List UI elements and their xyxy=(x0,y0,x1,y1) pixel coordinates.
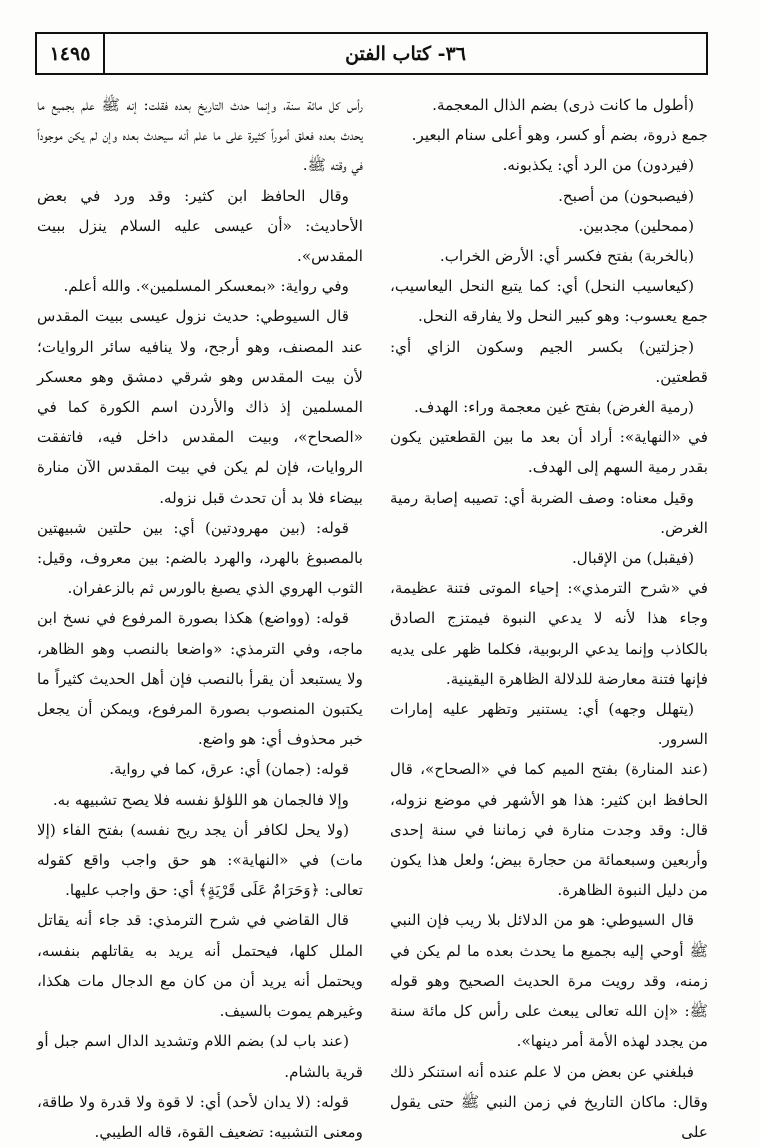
paragraph: وإلا فالجمان هو اللؤلؤ نفسه فلا يصح تشبيهه به. xyxy=(37,785,363,815)
paragraph: (فيردون) من الرد أي: يكذبونه. xyxy=(390,150,708,180)
page-header xyxy=(35,32,708,75)
paragraph: في «شرح الترمذي»: إحياء الموتى فتنة عظيمة، وجاء هذا لأنه لا يدعي النبوة فيمتزج الصادق بالكاذب وإنما يدعي الربوبية، فكلما ظهر على يديه فإنها فتنة معارضة للدلالة الظاهرة اليقينية. xyxy=(390,573,708,694)
paragraph: رأس كل مائة سنة، وإنما حدث التاريخ بعده فقلت: إنه ﷺ علم بجميع ما يحدث بعده فعلق أموراً كثيرة على ما علم أنه سيحدث بعده وإن لم يكن موجوداً في وقته ﷺ. xyxy=(37,90,363,181)
paragraph: قوله: (وواضع) هكذا بصورة المرفوع في نسخ ابن ماجه، وفي الترمذي: «واضعا بالنصب وهو الظاهر، ولا يستبعد أن يقرأ بالنصب فإن أهل الحديث كثيراً ما يكتبون المنصوب بصورة المرفوع، ويمكن أن يجعل خبر محذوف أي: هو واضع. xyxy=(37,603,363,754)
paragraph: (بالخربة) بفتح فكسر أي: الأرض الخراب. xyxy=(390,241,708,271)
chapter-title: ٣٦- كتاب الفتن xyxy=(105,34,706,73)
paragraph: (عند باب لد) بضم اللام وتشديد الدال اسم جبل أو قرية بالشام. xyxy=(37,1026,363,1086)
paragraph: قال السيوطي: هو من الدلائل بلا ريب فإن النبي ﷺ أوحي إليه بجميع ما يحدث بعده ما لم يكن في زمنه، وقد رويت مرة الحديث الصحيح وهو قوله ﷺ: «إن الله تعالى يبعث على رأس كل مائة سنة من يجدد لهذه الأمة أمر دينها». xyxy=(390,905,708,1056)
right-text-column xyxy=(390,90,708,1090)
paragraph: (عند المنارة) بفتح الميم كما في «الصحاح»، قال الحافظ ابن كثير: هذا هو الأشهر في موضع نزوله، قال: وقد وجدت منارة في زماننا في سنة إحدى وأربعين وسبعمائة من حجارة بيض؛ ولعل هذا يكون من دليل النبوة الظاهرة. xyxy=(390,754,708,905)
paragraph: (جزلتين) بكسر الجيم وسكون الزاي أي: قطعتين. xyxy=(390,332,708,392)
paragraph: (يتهلل وجهه) أي: يستنير وتظهر عليه إمارات السرور. xyxy=(390,694,708,754)
paragraph: قوله: (جمان) أي: عرق، كما في رواية. xyxy=(37,754,363,784)
paragraph: (أطول ما كانت ذرى) بضم الذال المعجمة. xyxy=(390,90,708,120)
paragraph: قوله: (لا يدان لأحد) أي: لا قوة ولا قدرة ولا طاقة، ومعنى التشبيه: تضعيف القوة، قاله الطيبي. xyxy=(37,1087,363,1147)
paragraph: (رمية الغرض) بفتح غين معجمة وراء: الهدف. xyxy=(390,392,708,422)
paragraph: قال القاضي في شرح الترمذي: قد جاء أنه يقاتل الملل كلها، فيحتمل أنه يريد به يقاتلهم بنفسه، ويحتمل أنه يريد أن من كان مع الدجال مات هكذا، وغيرهم يموت بالسيف. xyxy=(37,905,363,1026)
page-number: ١٤٩٥ xyxy=(37,34,105,73)
paragraph: فبلغني عن بعض من لا علم عنده أنه استنكر ذلك وقال: ماكان التاريخ في زمن النبي ﷺ حتى يقول على xyxy=(390,1057,708,1147)
left-text-column xyxy=(37,90,363,1090)
paragraph: في «النهاية»: أراد أن بعد ما بين القطعتين يكون بقدر رمية السهم إلى الهدف. xyxy=(390,422,708,482)
paragraph: (فيقبل) من الإقبال. xyxy=(390,543,708,573)
paragraph: قال السيوطي: حديث نزول عيسى ببيت المقدس عند المصنف، وهو أرجح، ولا ينافيه سائر الروايات؛ لأن بيت المقدس وهو شرقي دمشق وهو معسكر المسلمين إذ ذاك والأردن اسم الكورة كما في «الصحاح»، وبيت المقدس داخل فيه، فاتفقت الروايات، فإن لم يكن في بيت المقدس الآن منارة بيضاء فلا بد أن تحدث قبل نزوله. xyxy=(37,301,363,512)
paragraph: (ممحلين) مجدبين. xyxy=(390,211,708,241)
paragraph: (فيصبحون) من أصبح. xyxy=(390,181,708,211)
paragraph: (ولا يحل لكافر أن يجد ريح نفسه) بفتح الفاء (إلا مات) في «النهاية»: هو حق واجب واقع كقوله تعالى: ﴿وَحَرَامٌ عَلَى قَرْيَةٍ﴾ أي: حق واجب عليها. xyxy=(37,815,363,906)
paragraph: جمع ذروة، بضم أو كسر، وهو أعلى سنام البعير. xyxy=(390,120,708,150)
paragraph: وقيل معناه: وصف الضربة أي: تصيبه إصابة رمية الغرض. xyxy=(390,483,708,543)
paragraph: قوله: (بين مهرودتين) أي: بين حلتين شبيهتين بالمصبوغ بالهرد، والهرد بالضم: بين معروف، وقيل: الثوب الهروي الذي يصبغ بالورس ثم بالزعفران. xyxy=(37,513,363,604)
paragraph: (كيعاسيب النحل) أي: كما يتبع النحل اليعاسيب، جمع يعسوب: وهو كبير النحل ولا يفارقه النحل. xyxy=(390,271,708,331)
paragraph: وقال الحافظ ابن كثير: وقد ورد في بعض الأحاديث: «أن عيسى عليه السلام ينزل ببيت المقدس». xyxy=(37,181,363,272)
paragraph: وفي رواية: «بمعسكر المسلمين». والله أعلم. xyxy=(37,271,363,301)
